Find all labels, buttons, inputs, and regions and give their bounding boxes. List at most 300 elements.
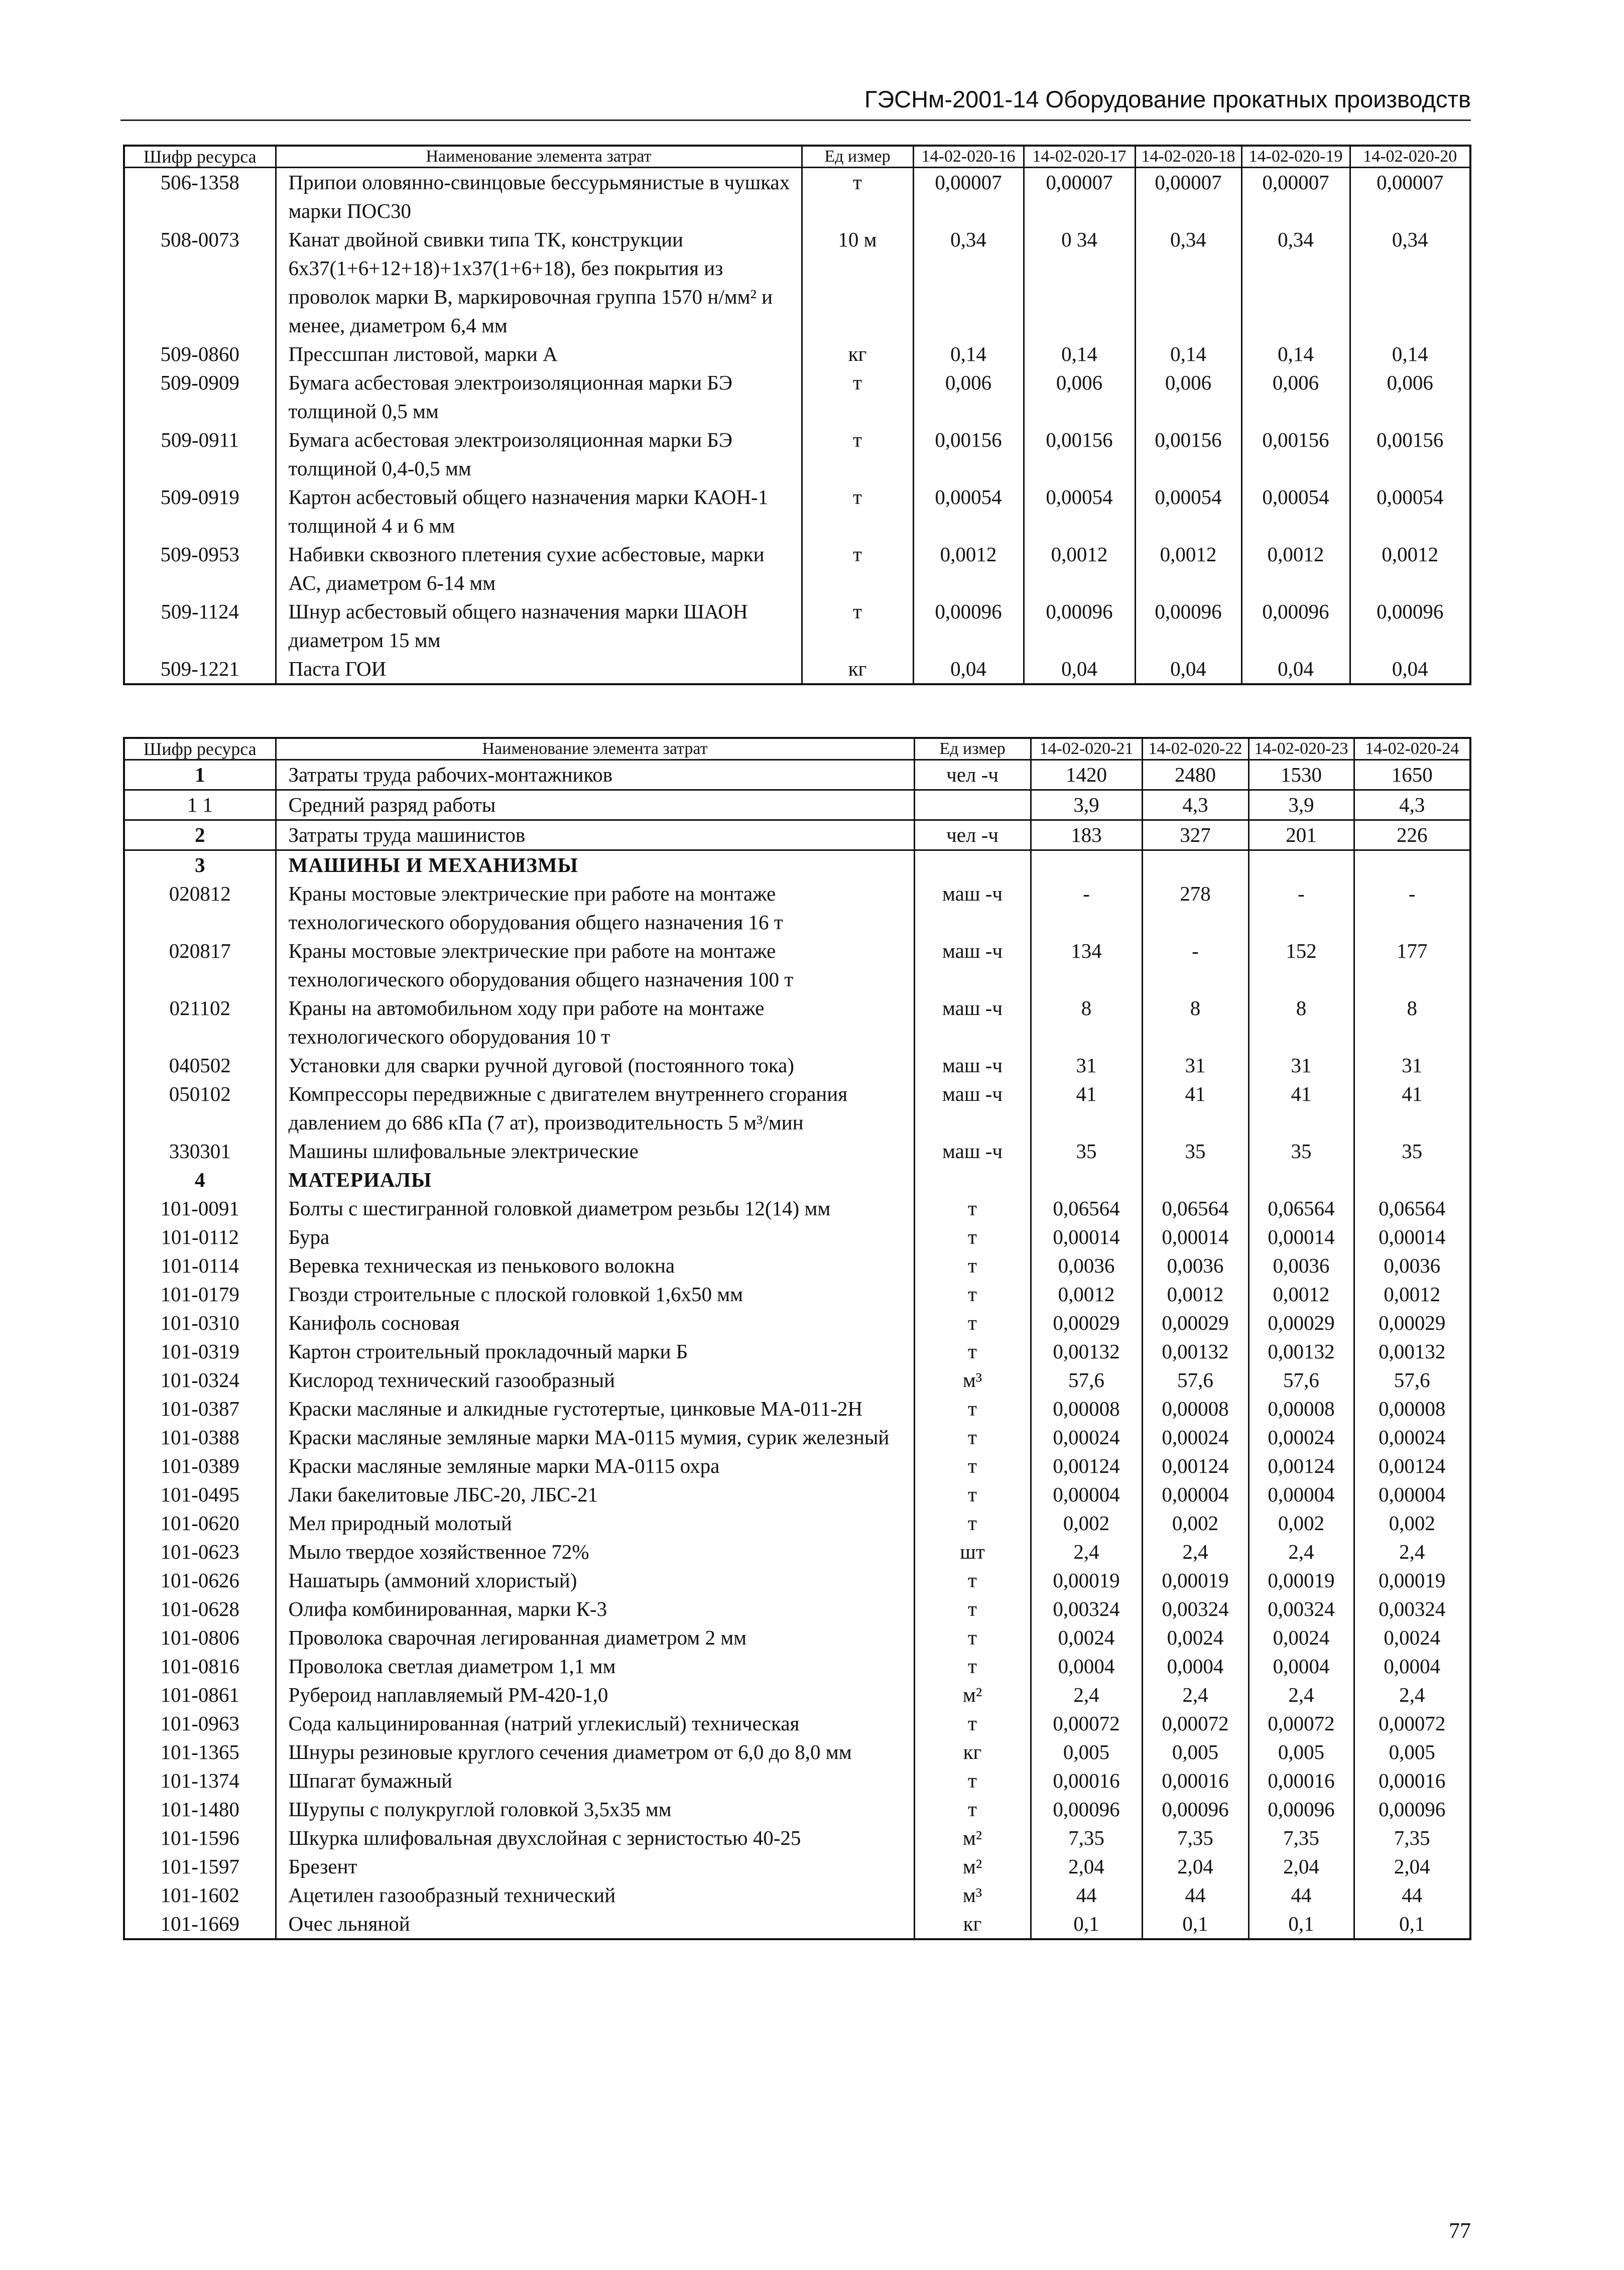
cell-unit: т [914, 1509, 1031, 1538]
cell-value: 0,1 [1142, 1910, 1248, 1939]
cell-name: Краски масляные земляные марки МА-0115 охра [276, 1452, 914, 1480]
cell-value: 0,00004 [1142, 1480, 1248, 1509]
table-row [124, 1738, 1470, 1767]
cell-unit: т [914, 1395, 1031, 1423]
table-row [124, 1795, 1470, 1824]
cell-code: 506-1358 [124, 168, 276, 226]
cell-name: Проволока сварочная легированная диаметром 2 мм [276, 1623, 914, 1652]
cell-value: 0,0012 [1024, 540, 1135, 597]
cell-value: 0,00124 [1142, 1452, 1248, 1480]
cell-code: 101-0114 [124, 1251, 276, 1280]
cell-code: 101-0623 [124, 1538, 276, 1566]
cell-name: Прессшпан листовой, марки А [276, 340, 802, 368]
cell-unit: м³ [914, 1881, 1031, 1910]
cell-value: 0,00054 [1135, 483, 1241, 540]
cell-unit: т [914, 1194, 1031, 1223]
cell-value: 2,04 [1354, 1852, 1470, 1881]
cell-value: 0,00132 [1031, 1337, 1142, 1366]
cell-code: 101-0388 [124, 1423, 276, 1452]
cell-value: 41 [1142, 1080, 1248, 1137]
cell-value: 2,4 [1031, 1681, 1142, 1709]
cell-name: Затраты труда машинистов [276, 820, 914, 850]
cell-name: Картон строительный прокладочный марки Б [276, 1337, 914, 1366]
cell-unit: т [914, 1309, 1031, 1337]
cell-code: 101-1602 [124, 1881, 276, 1910]
cell-unit: маш -ч [914, 1051, 1031, 1080]
cell-value: 0,00019 [1248, 1566, 1354, 1595]
cell-value: 31 [1142, 1051, 1248, 1080]
cell-code: 101-0319 [124, 1337, 276, 1366]
cell-value: 0,006 [1024, 368, 1135, 426]
cell-name: Брезент [276, 1852, 914, 1881]
table-row [124, 426, 1470, 483]
cell-value: 201 [1248, 820, 1354, 850]
cell-value: 41 [1354, 1080, 1470, 1137]
column-header-norm: 14-02-020-19 [1241, 146, 1350, 168]
cell-value: 0,00016 [1248, 1767, 1354, 1795]
cell-value: 0,00124 [1031, 1452, 1142, 1480]
table-row [124, 597, 1470, 655]
cell-value: 0,00156 [1350, 426, 1470, 483]
cell-value: 0,00324 [1031, 1595, 1142, 1623]
cell-value: 4,3 [1142, 790, 1248, 820]
cell-value: 0,04 [913, 655, 1024, 684]
cell-value: 0,00007 [913, 168, 1024, 226]
column-header-code: Шифр ресурса [124, 146, 276, 168]
cell-value: 8 [1354, 994, 1470, 1051]
table-row [124, 1309, 1470, 1337]
table-row [124, 1280, 1470, 1309]
cell-unit: маш -ч [914, 1080, 1031, 1137]
cell-value: 0,00007 [1135, 168, 1241, 226]
cell-name: Гвозди строительные с плоской головкой 1,6х50 мм [276, 1280, 914, 1309]
cell-unit: т [914, 1767, 1031, 1795]
cell-value: 0,00096 [1135, 597, 1241, 655]
cell-value: 57,6 [1354, 1366, 1470, 1395]
cell-name: Канат двойной свивки типа ТК, конструкции 6х37(1+6+12+18)+1х37(1+6+18), без покрытия из проволок марки В, маркировочная группа 1570 н/мм² и менее, диаметром 6,4 мм [276, 225, 802, 340]
cell-value: 2,4 [1354, 1538, 1470, 1566]
cell-name: Краски масляные и алкидные густотертые, цинковые МА-011-2Н [276, 1395, 914, 1423]
cell-value: 0,14 [913, 340, 1024, 368]
cell-name: Паста ГОИ [276, 655, 802, 684]
cell-value: 183 [1031, 820, 1142, 850]
cell-value: 0,0004 [1354, 1652, 1470, 1681]
cell-code: 330301 [124, 1137, 276, 1166]
cell-value: 2,4 [1248, 1681, 1354, 1709]
cell-unit: т [914, 1652, 1031, 1681]
cell-value: 0,0012 [1135, 540, 1241, 597]
cell-value: 0,00124 [1354, 1452, 1470, 1480]
cell-value: 7,35 [1354, 1824, 1470, 1852]
cell-code: 1 1 [124, 790, 276, 820]
cell-name: Набивки сквозного плетения сухие асбестовые, марки АС, диаметром 6-14 мм [276, 540, 802, 597]
cell-value: 0,0012 [1350, 540, 1470, 597]
cell-name: Шкурка шлифовальная двухслойная с зернистостью 40-25 [276, 1824, 914, 1852]
cell-value: 0,1 [1031, 1910, 1142, 1939]
cell-name: Бумага асбестовая электроизоляционная марки БЭ толщиной 0,4-0,5 мм [276, 426, 802, 483]
cell-unit: т [802, 168, 913, 226]
table-row [124, 168, 1470, 226]
cell-value: 0,1 [1354, 1910, 1470, 1939]
table-row [124, 1509, 1470, 1538]
cell-value [1142, 850, 1248, 880]
cell-unit: 10 м [802, 225, 913, 340]
resource-table-2 [123, 737, 1471, 1940]
cell-code: 4 [124, 1166, 276, 1194]
cell-value: 0,34 [1241, 225, 1350, 340]
cell-value: 278 [1142, 879, 1248, 937]
cell-value: 0,04 [1350, 655, 1470, 684]
table-row [124, 1223, 1470, 1251]
cell-value: 0,34 [1135, 225, 1241, 340]
cell-value: 0,00029 [1031, 1309, 1142, 1337]
cell-value [1354, 850, 1470, 880]
cell-name: Рубероид наплавляемый РМ-420-1,0 [276, 1681, 914, 1709]
cell-unit: т [914, 1595, 1031, 1623]
cell-unit: маш -ч [914, 1137, 1031, 1166]
cell-code: 101-0806 [124, 1623, 276, 1652]
cell-value: 0,00008 [1031, 1395, 1142, 1423]
cell-value: 0,04 [1241, 655, 1350, 684]
cell-name: Проволока светлая диаметром 1,1 мм [276, 1652, 914, 1681]
table-row [124, 1566, 1470, 1595]
cell-value: 41 [1248, 1080, 1354, 1137]
cell-unit: т [914, 1480, 1031, 1509]
cell-code: 040502 [124, 1051, 276, 1080]
cell-value: 0,00156 [1135, 426, 1241, 483]
table-row [124, 790, 1470, 820]
column-header-code: Шифр ресурса [124, 738, 276, 760]
cell-code: 1 [124, 760, 276, 790]
table-row [124, 1767, 1470, 1795]
cell-value: 0,00072 [1031, 1709, 1142, 1738]
cell-value: 8 [1031, 994, 1142, 1051]
cell-value [1248, 1166, 1354, 1194]
table-row [124, 1395, 1470, 1423]
cell-value: 0,0024 [1142, 1623, 1248, 1652]
cell-value: 44 [1142, 1881, 1248, 1910]
table-row [124, 1595, 1470, 1623]
cell-name: Картон асбестовый общего назначения марки КАОН-1 толщиной 4 и 6 мм [276, 483, 802, 540]
cell-value: 57,6 [1248, 1366, 1354, 1395]
cell-name: Машины шлифовальные электрические [276, 1137, 914, 1166]
cell-value: 3,9 [1248, 790, 1354, 820]
cell-value: 226 [1354, 820, 1470, 850]
column-header-norm: 14-02-020-22 [1142, 738, 1248, 760]
cell-value: 0,00029 [1142, 1309, 1248, 1337]
cell-unit: маш -ч [914, 937, 1031, 994]
cell-value: 0,002 [1142, 1509, 1248, 1538]
cell-value: 0,00014 [1354, 1223, 1470, 1251]
cell-value: 35 [1031, 1137, 1142, 1166]
cell-code: 101-0091 [124, 1194, 276, 1223]
cell-value: 0,00132 [1142, 1337, 1248, 1366]
cell-code: 2 [124, 820, 276, 850]
cell-value: 0,00016 [1142, 1767, 1248, 1795]
cell-value: 31 [1354, 1051, 1470, 1080]
cell-unit: м² [914, 1852, 1031, 1881]
cell-value: 0,005 [1354, 1738, 1470, 1767]
table-row [124, 1538, 1470, 1566]
cell-code: 101-0620 [124, 1509, 276, 1538]
cell-value: 0,00324 [1142, 1595, 1248, 1623]
cell-value: 0,0012 [1248, 1280, 1354, 1309]
cell-value: 0,0012 [913, 540, 1024, 597]
cell-name: Шпагат бумажный [276, 1767, 914, 1795]
cell-name: Шнуры резиновые круглого сечения диаметром от 6,0 до 8,0 мм [276, 1738, 914, 1767]
cell-value: 0 34 [1024, 225, 1135, 340]
cell-code: 509-1221 [124, 655, 276, 684]
cell-value: 0,00132 [1354, 1337, 1470, 1366]
cell-value: 2,4 [1248, 1538, 1354, 1566]
cell-name: Краны мостовые электрические при работе на монтаже технологического оборудования общего назначения 100 т [276, 937, 914, 994]
cell-code: 020817 [124, 937, 276, 994]
table-row [124, 1623, 1470, 1652]
cell-unit: маш -ч [914, 994, 1031, 1051]
cell-code: 509-0953 [124, 540, 276, 597]
cell-value: 0,00054 [913, 483, 1024, 540]
cell-value: 0,0024 [1031, 1623, 1142, 1652]
cell-unit: т [914, 1280, 1031, 1309]
cell-value: 3,9 [1031, 790, 1142, 820]
cell-name: Мыло твердое хозяйственное 72% [276, 1538, 914, 1566]
cell-value: 0,00096 [1248, 1795, 1354, 1824]
cell-value: 8 [1142, 994, 1248, 1051]
cell-value: 0,00014 [1142, 1223, 1248, 1251]
table-row [124, 225, 1470, 340]
cell-code: 101-1597 [124, 1852, 276, 1881]
cell-code: 101-1480 [124, 1795, 276, 1824]
cell-value: 0,06564 [1354, 1194, 1470, 1223]
cell-name: Краны на автомобильном ходу при работе на монтаже технологического оборудования 10 т [276, 994, 914, 1051]
cell-name: Бумага асбестовая электроизоляционная марки БЭ толщиной 0,5 мм [276, 368, 802, 426]
cell-unit: т [914, 1337, 1031, 1366]
cell-code: 101-1374 [124, 1767, 276, 1795]
cell-unit: т [802, 540, 913, 597]
cell-value: 0,00004 [1031, 1480, 1142, 1509]
cell-value: 4,3 [1354, 790, 1470, 820]
cell-name: Веревка техническая из пенькового волокна [276, 1251, 914, 1280]
cell-value: 0,34 [1350, 225, 1470, 340]
cell-value: 0,14 [1241, 340, 1350, 368]
cell-value: 35 [1354, 1137, 1470, 1166]
cell-value: - [1248, 879, 1354, 937]
column-header-norm: 14-02-020-24 [1354, 738, 1470, 760]
cell-unit: кг [802, 655, 913, 684]
cell-value: 0,00132 [1248, 1337, 1354, 1366]
cell-value: 0,00019 [1031, 1566, 1142, 1595]
cell-value: 0,00096 [1354, 1795, 1470, 1824]
table-row [124, 820, 1470, 850]
cell-value: 0,00024 [1248, 1423, 1354, 1452]
cell-name: Затраты труда рабочих-монтажников [276, 760, 914, 790]
cell-code: 101-1596 [124, 1824, 276, 1852]
cell-code: 101-0387 [124, 1395, 276, 1423]
cell-code: 101-0495 [124, 1480, 276, 1509]
cell-value: 0,14 [1135, 340, 1241, 368]
cell-code: 508-0073 [124, 225, 276, 340]
cell-unit: кг [802, 340, 913, 368]
cell-name: Компрессоры передвижные с двигателем внутреннего сгорания давлением до 686 кПа (7 ат), производительность 5 м³/мин [276, 1080, 914, 1137]
cell-value: 0,006 [913, 368, 1024, 426]
table-row [124, 1709, 1470, 1738]
cell-name: Припои оловянно-свинцовые бессурьмянистые в чушках марки ПОС30 [276, 168, 802, 226]
cell-value: 0,00324 [1248, 1595, 1354, 1623]
table-row [124, 1251, 1470, 1280]
cell-unit: т [914, 1223, 1031, 1251]
cell-value: 0,006 [1241, 368, 1350, 426]
cell-unit [914, 850, 1031, 880]
cell-code: 050102 [124, 1080, 276, 1137]
table-row [124, 1137, 1470, 1166]
header-divider [120, 119, 1471, 121]
cell-value: 2,04 [1031, 1852, 1142, 1881]
cell-value: 0,00096 [913, 597, 1024, 655]
table-row [124, 1480, 1470, 1509]
cell-value: 0,00124 [1248, 1452, 1354, 1480]
cell-code: 101-0963 [124, 1709, 276, 1738]
cell-name: Лаки бакелитовые ЛБС-20, ЛБС-21 [276, 1480, 914, 1509]
table-header [124, 738, 1470, 760]
cell-value: 0,00072 [1142, 1709, 1248, 1738]
cell-value: 0,00024 [1354, 1423, 1470, 1452]
cell-value: 0,00029 [1248, 1309, 1354, 1337]
cell-value: 0,002 [1031, 1509, 1142, 1538]
cell-value: 0,0004 [1248, 1652, 1354, 1681]
cell-unit: т [802, 597, 913, 655]
cell-value: 0,04 [1024, 655, 1135, 684]
cell-unit: м² [914, 1681, 1031, 1709]
table-row [124, 540, 1470, 597]
cell-value: 2,4 [1142, 1681, 1248, 1709]
cell-value: 0,00096 [1350, 597, 1470, 655]
cell-value: - [1031, 879, 1142, 937]
cell-value: 44 [1031, 1881, 1142, 1910]
cell-value: 0,00054 [1350, 483, 1470, 540]
column-header-unit: Ед измер [802, 146, 913, 168]
cell-value: 0,002 [1354, 1509, 1470, 1538]
cell-value: 57,6 [1031, 1366, 1142, 1395]
table-row [124, 1652, 1470, 1681]
cell-value: 0,005 [1248, 1738, 1354, 1767]
cell-code: 101-0628 [124, 1595, 276, 1623]
cell-value: 0,0004 [1031, 1652, 1142, 1681]
cell-code: 101-1365 [124, 1738, 276, 1767]
cell-value: 0,06564 [1248, 1194, 1354, 1223]
cell-value: 2480 [1142, 760, 1248, 790]
cell-value: 0,002 [1248, 1509, 1354, 1538]
cell-code: 101-0626 [124, 1566, 276, 1595]
section-row [124, 850, 1470, 880]
cell-name: Мел природный молотый [276, 1509, 914, 1538]
cell-value: 0,0012 [1142, 1280, 1248, 1309]
table-row [124, 1051, 1470, 1080]
cell-code: 101-0310 [124, 1309, 276, 1337]
cell-value: 0,0004 [1142, 1652, 1248, 1681]
cell-unit: т [914, 1251, 1031, 1280]
cell-code: 3 [124, 850, 276, 880]
cell-unit: т [914, 1423, 1031, 1452]
cell-value: 0,06564 [1142, 1194, 1248, 1223]
cell-value: 44 [1248, 1881, 1354, 1910]
cell-name: Болты с шестигранной головкой диаметром резьбы 12(14) мм [276, 1194, 914, 1223]
table-row [124, 655, 1470, 684]
cell-value: 2,4 [1354, 1681, 1470, 1709]
column-header-norm: 14-02-020-16 [913, 146, 1024, 168]
cell-value: 0,00024 [1031, 1423, 1142, 1452]
table-row [124, 1194, 1470, 1223]
cell-value: 0,00024 [1142, 1423, 1248, 1452]
cell-unit: чел -ч [914, 820, 1031, 850]
cell-value: 31 [1031, 1051, 1142, 1080]
cell-code: 101-0861 [124, 1681, 276, 1709]
cell-value: 0,1 [1248, 1910, 1354, 1939]
cell-code: 509-0911 [124, 426, 276, 483]
cell-value: 0,00014 [1248, 1223, 1354, 1251]
cell-name: Кислород технический газообразный [276, 1366, 914, 1395]
cell-value: 0,0012 [1031, 1280, 1142, 1309]
cell-value: 57,6 [1142, 1366, 1248, 1395]
cell-name: Канифоль сосновая [276, 1309, 914, 1337]
cell-unit: т [802, 426, 913, 483]
table-row [124, 1852, 1470, 1881]
cell-value: 0,00007 [1241, 168, 1350, 226]
cell-unit: т [802, 483, 913, 540]
cell-value: 0,04 [1135, 655, 1241, 684]
cell-code: 509-1124 [124, 597, 276, 655]
cell-value: 0,005 [1142, 1738, 1248, 1767]
cell-value: 177 [1354, 937, 1470, 994]
cell-name: Краны мостовые электрические при работе на монтаже технологического оборудования общего назначения 16 т [276, 879, 914, 937]
cell-code: 101-0389 [124, 1452, 276, 1480]
cell-value: 0,00008 [1142, 1395, 1248, 1423]
cell-value: 0,00014 [1031, 1223, 1142, 1251]
cell-value: 0,00008 [1354, 1395, 1470, 1423]
cell-code: 101-0324 [124, 1366, 276, 1395]
cell-value: 0,00096 [1142, 1795, 1248, 1824]
cell-value: 0,00096 [1241, 597, 1350, 655]
cell-value: 2,4 [1031, 1538, 1142, 1566]
cell-code: 021102 [124, 994, 276, 1051]
cell-name: Олифа комбинированная, марки К-3 [276, 1595, 914, 1623]
cell-value: 0,0036 [1142, 1251, 1248, 1280]
table-row [124, 1881, 1470, 1910]
cell-value [1031, 850, 1142, 880]
cell-value: 0,0024 [1354, 1623, 1470, 1652]
cell-unit: чел -ч [914, 760, 1031, 790]
cell-value: 0,14 [1024, 340, 1135, 368]
cell-name: Нашатырь (аммоний хлористый) [276, 1566, 914, 1595]
cell-code: 509-0860 [124, 340, 276, 368]
cell-unit: кг [914, 1738, 1031, 1767]
table-row [124, 483, 1470, 540]
cell-value: - [1354, 879, 1470, 937]
cell-unit: т [914, 1709, 1031, 1738]
cell-value: 7,35 [1248, 1824, 1354, 1852]
cell-unit: шт [914, 1538, 1031, 1566]
cell-value: 0,006 [1135, 368, 1241, 426]
table-row [124, 994, 1470, 1051]
cell-name: Очес льняной [276, 1910, 914, 1939]
cell-value: 35 [1142, 1137, 1248, 1166]
cell-value: 0,00004 [1354, 1480, 1470, 1509]
table-row [124, 879, 1470, 937]
cell-unit: т [914, 1623, 1031, 1652]
cell-name: Шурупы с полукруглой головкой 3,5х35 мм [276, 1795, 914, 1824]
cell-name: Ацетилен газообразный технический [276, 1881, 914, 1910]
cell-value: 0,00016 [1031, 1767, 1142, 1795]
cell-unit: м² [914, 1824, 1031, 1852]
